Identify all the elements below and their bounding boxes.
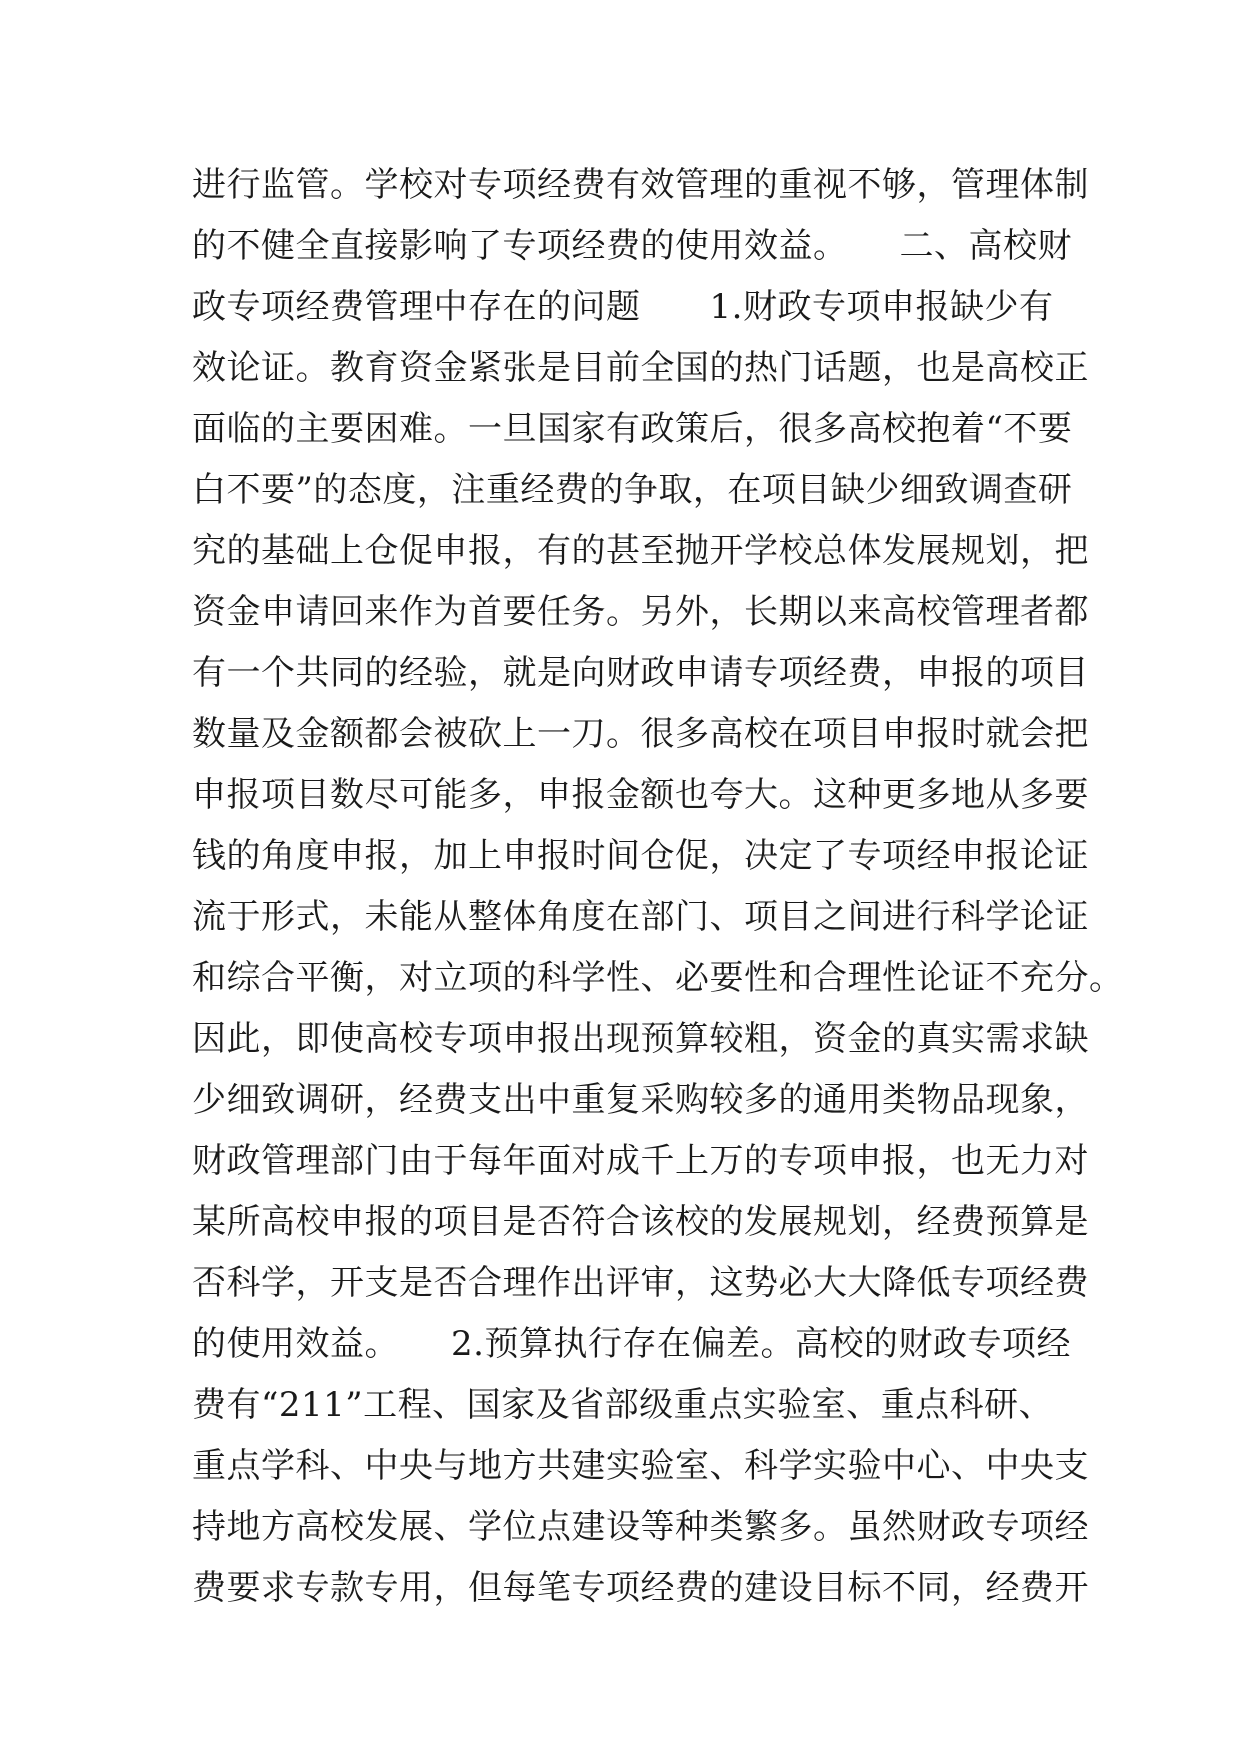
body-text (192, 155, 1124, 1619)
text-line: 重点学科、中央与地方共建实验室、科学实验中心、中央支 (192, 1446, 1089, 1486)
text-line: 数量及金额都会被砍上一刀。很多高校在项目申报时就会把 (192, 714, 1089, 754)
text-line: 流于形式，未能从整体角度在部门、项目之间进行科学论证 (192, 897, 1089, 937)
text-line: 因此，即使高校专项申报出现预算较粗，资金的真实需求缺 (192, 1019, 1089, 1059)
text-line: 某所高校申报的项目是否符合该校的发展规划，经费预算是 (192, 1202, 1089, 1242)
text-line: 持地方高校发展、学位点建设等种类繁多。虽然财政专项经 (192, 1507, 1089, 1547)
text-line: 钱的角度申报，加上申报时间仓促，决定了专项经申报论证 (192, 836, 1089, 876)
text-line: 申报项目数尽可能多，申报金额也夸大。这种更多地从多要 (192, 775, 1089, 815)
text-line: 效论证。教育资金紧张是目前全国的热门话题，也是高校正 (192, 348, 1089, 388)
text-line: 否科学，开支是否合理作出评审，这势必大大降低专项经费 (192, 1263, 1089, 1303)
text-line: 白不要”的态度，注重经费的争取，在项目缺少细致调查研 (192, 470, 1073, 510)
text-line: 财政管理部门由于每年面对成千上万的专项申报，也无力对 (192, 1141, 1089, 1181)
text-line: 费要求专款专用，但每笔专项经费的建设目标不同，经费开 (192, 1568, 1089, 1608)
text-line: 的不健全直接影响了专项经费的使用效益。 二、高校财 (192, 226, 1072, 266)
text-line: 面临的主要困难。一旦国家有政策后，很多高校抱着“不要 (192, 409, 1073, 449)
text-line: 和综合平衡，对立项的科学性、必要性和合理性论证不充分。 (192, 958, 1124, 998)
text-line: 政专项经费管理中存在的问题 1.财政专项申报缺少有 (192, 287, 1054, 327)
text-line: 究的基础上仓促申报，有的甚至抛开学校总体发展规划，把 (192, 531, 1089, 571)
text-line: 有一个共同的经验，就是向财政申请专项经费，申报的项目 (192, 653, 1089, 693)
text-line: 的使用效益。 2.预算执行存在偏差。高校的财政专项经 (192, 1324, 1071, 1364)
text-line: 费有“211”工程、国家及省部级重点实验室、重点科研、 (192, 1385, 1054, 1425)
text-line: 少细致调研，经费支出中重复采购较多的通用类物品现象， (192, 1080, 1089, 1120)
text-line: 资金申请回来作为首要任务。另外，长期以来高校管理者都 (192, 592, 1089, 632)
text-line: 进行监管。学校对专项经费有效管理的重视不够，管理体制 (192, 165, 1089, 205)
